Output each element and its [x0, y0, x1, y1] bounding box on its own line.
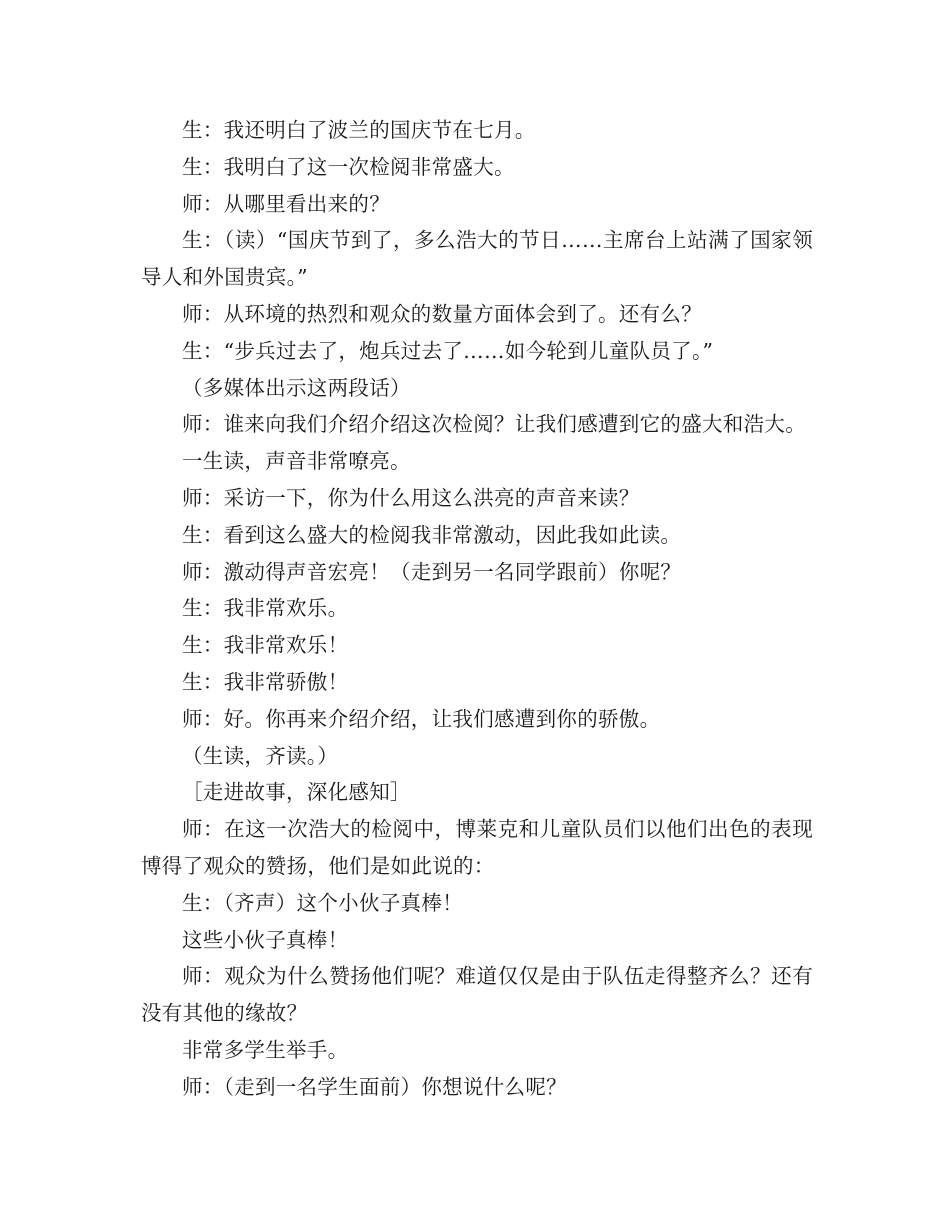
- paragraph: 师：好。你再来介绍介绍，让我们感遭到你的骄傲。: [182, 706, 661, 731]
- paragraph: 师：观众为什么赞扬他们呢？难道仅仅是由于队伍走得整齐么？还有没有其他的缘故？: [141, 964, 813, 1026]
- paragraph: 这些小伙子真棒！: [182, 927, 349, 952]
- paragraph: 一生读，声音非常嘹亮。: [182, 449, 411, 474]
- paragraph: 师：在这一次浩大的检阅中，博莱克和儿童队员们以他们出色的表现博得了观众的赞扬，他们是如此说的：: [141, 817, 813, 878]
- paragraph: 生：看到这么盛大的检阅我非常激动，因此我如此读。: [182, 522, 682, 547]
- paragraph: 生：我明白了这一次检阅非常盛大。: [182, 154, 515, 179]
- paragraph: 生：（齐声）这个小伙子真棒！: [182, 890, 463, 915]
- paragraph: 师：谁来向我们介绍介绍这次检阅？让我们感遭到它的盛大和浩大。: [182, 412, 806, 437]
- document-body: [141, 112, 813, 1106]
- paragraph: 生：我非常欢乐。: [182, 596, 349, 621]
- section-heading: ［走进故事，深化感知］: [182, 780, 411, 805]
- paragraph: （生读，齐读。）: [182, 743, 339, 768]
- paragraph: 师：激动得声音宏亮！（走到另一名同学跟前）你呢？: [182, 559, 682, 584]
- paragraph: 师：采访一下，你为什么用这么洪亮的声音来读？: [182, 485, 640, 510]
- paragraph: 生：（读）“国庆节到了，多么浩大的节日……主席台上站满了国家领导人和外国贵宾。”: [141, 228, 813, 290]
- paragraph: 生：“步兵过去了，炮兵过去了……如今轮到儿童队员了。”: [182, 338, 714, 363]
- paragraph: 师：从哪里看出来的？: [182, 191, 390, 216]
- paragraph: 师：（走到一名学生面前）你想说什么呢？: [182, 1074, 567, 1099]
- paragraph: （多媒体出示这两段话）: [182, 375, 411, 400]
- paragraph: 师：从环境的热烈和观众的数量方面体会到了。还有么？: [182, 301, 702, 326]
- paragraph: 生：我还明白了波兰的国庆节在七月。: [182, 118, 536, 142]
- paragraph: 非常多学生举手。: [182, 1037, 349, 1062]
- paragraph: 生：我非常骄傲！: [182, 669, 349, 694]
- paragraph: 生：我非常欢乐！: [182, 633, 349, 658]
